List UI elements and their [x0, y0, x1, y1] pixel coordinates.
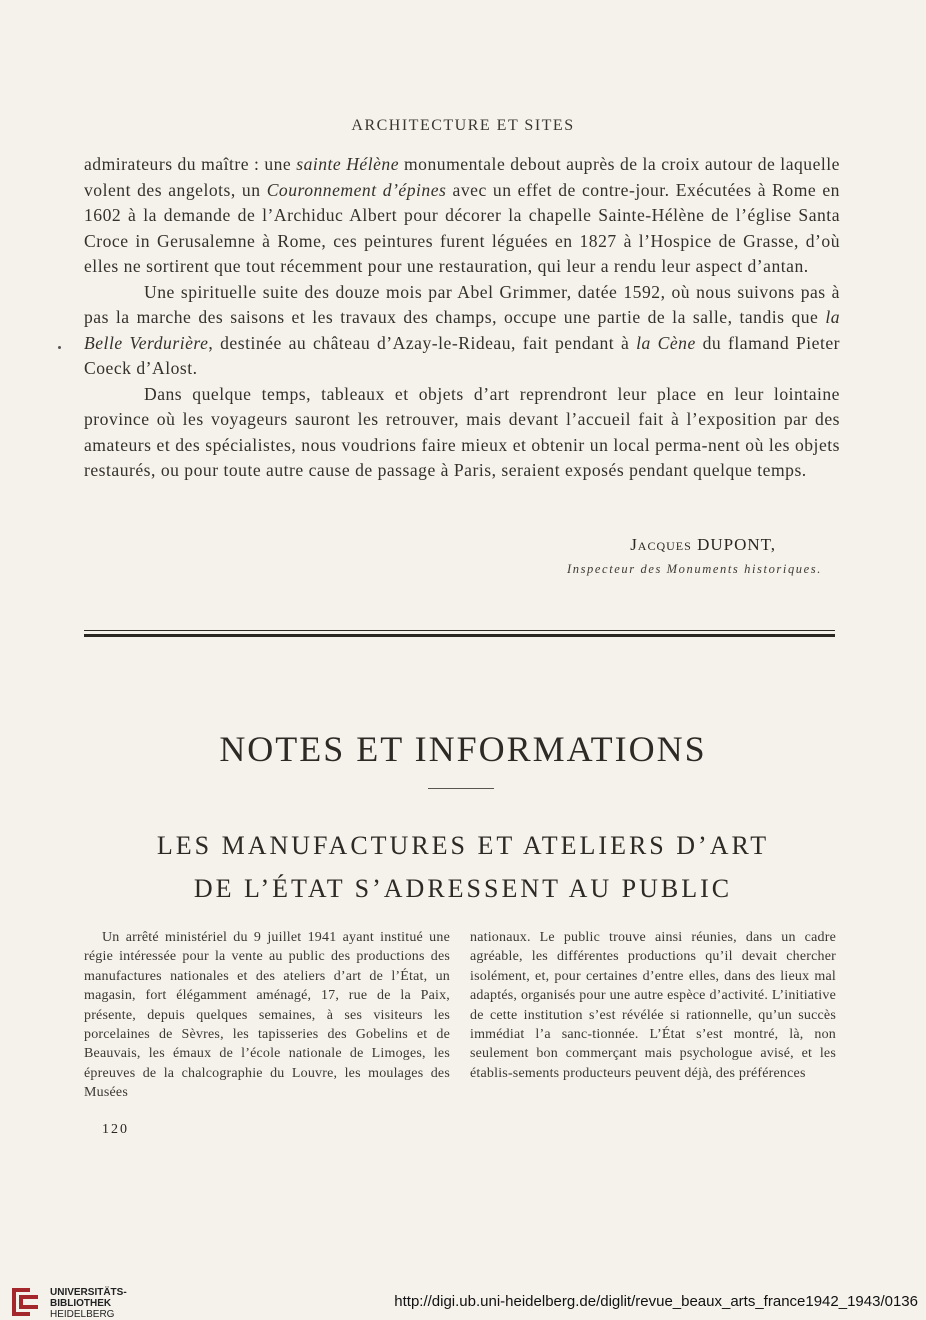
column-left: Un arrêté ministériel du 9 juillet 1941 ayant institué une régie intéressée pour la vente au public des productions des manufactures nationales et des ateliers d’art de l’État, un magasin, fort élégamment aménagé, 17, rue de la Paix, présente, depuis quelques semaines, à ses visiteurs les porcelaines de Sèvres, les tapisseries des Gobelins et de Beauvais, les émaux de l’école nationale de Limoges, les épreuves de la chalcographie du Louvre, les moulages des Musées: [84, 930, 450, 1101]
paragraph-1: [84, 152, 840, 280]
p2-text-a: Une spirituelle suite des douze mois par Abel Grimmer, datée 1592, où nous suivons pas à pas la marche des saisons et les travaux des champs, occupe une partie de la salle, tandis que: [84, 281, 840, 327]
paragraph-2: [84, 280, 840, 382]
article-body: [84, 152, 840, 484]
p1-italic-d: Couronnement d’épines: [266, 179, 447, 200]
article-title-line-2: DE L’ÉTAT S’ADRESSENT AU PUBLIC: [193, 874, 733, 903]
paragraph-3: Dans quelque temps, tableaux et objets d’art reprendront leur place en leur lointaine province où les voyageurs sauront les retrouver, mais devant l’accueil fait à l’exposition par des amateurs et des spécialistes, nous voudrions faire mieux et obtenir un local perma-nent où les objets restaurés, ou pour toute autre cause de passage à Paris, seraient exposés pendant quelque temps.: [84, 383, 840, 480]
p1-text-c: monumentale debout auprès de la croix autour de laquelle volent des angelots, un: [84, 154, 840, 200]
library-line-1: UNIVERSITÄTS-: [50, 1287, 127, 1298]
p1-text-e: avec un effet de contre-jour. Exécutées à Rome en 1602 à la demande de l’Archiduc Albert pour décorer la chapelle Sainte-Hélène de l’église Santa Croce in Gerusalemne à Rome, ces peintures furent léguées en 1827 à l’Hospice de Grasse, d’où elles ne sortirent que tout récemment pour une restauration, qui leur a rendu leur aspect d’antan.: [84, 179, 840, 276]
article-title-line-1: LES MANUFACTURES ET ATELIERS D’ART: [156, 831, 770, 860]
article-title: [0, 824, 926, 910]
library-name: [50, 1287, 127, 1320]
library-logo-icon: [8, 1286, 44, 1318]
author-signature: [630, 535, 776, 555]
section-title: NOTES ET INFORMATIONS: [219, 729, 707, 769]
title-ornament-rule: [428, 788, 494, 789]
p2-text-c: , destinée au château d’Azay-le-Rideau, fait pendant à: [208, 332, 637, 353]
author-title: Inspecteur des Monuments historiques.: [566, 562, 822, 576]
p2-text-e: du flamand Pieter Coeck d’Alost.: [84, 332, 841, 378]
divider-thick: [84, 634, 835, 637]
margin-mark: [58, 346, 61, 349]
p2-italic-b: la Belle Verdurière: [84, 307, 840, 353]
library-line-3: HEIDELBERG: [50, 1309, 115, 1320]
source-url-link[interactable]: http://digi.ub.uni-heidelberg.de/diglit/revue_beaux_arts_france1942_1943/0136: [394, 1293, 918, 1310]
p1-italic-b: sainte Hélène: [296, 154, 400, 174]
divider-thin-top: [84, 630, 835, 631]
library-line-2: BIBLIOTHEK: [50, 1298, 112, 1309]
page-number: 120: [102, 1122, 129, 1137]
p1-text-a: admirateurs du maître : une: [84, 154, 297, 174]
p2-italic-d: la Cène: [636, 332, 696, 353]
running-head: ARCHITECTURE ET SITES: [351, 117, 575, 134]
author-last-name: DUPONT,: [697, 535, 776, 554]
column-right: nationaux. Le public trouve ainsi réunies, dans un cadre agréable, les différentes productions qu’il devait chercher isolément, et, pour certaines d’entre elles, dans des lieux mal adaptés, organisés pour une autre espèce d’activité. L’initiative de cette institution s’est révélée si rationnelle, qu’un succès immédiat l’a sanc-tionnée. L’État s’est montré, là, non seulement bon commerçant mais psychologue avisé, et les établis-sements producteurs peuvent déjà, des préférences: [470, 930, 836, 1081]
author-first-name: Jacques: [630, 535, 692, 554]
